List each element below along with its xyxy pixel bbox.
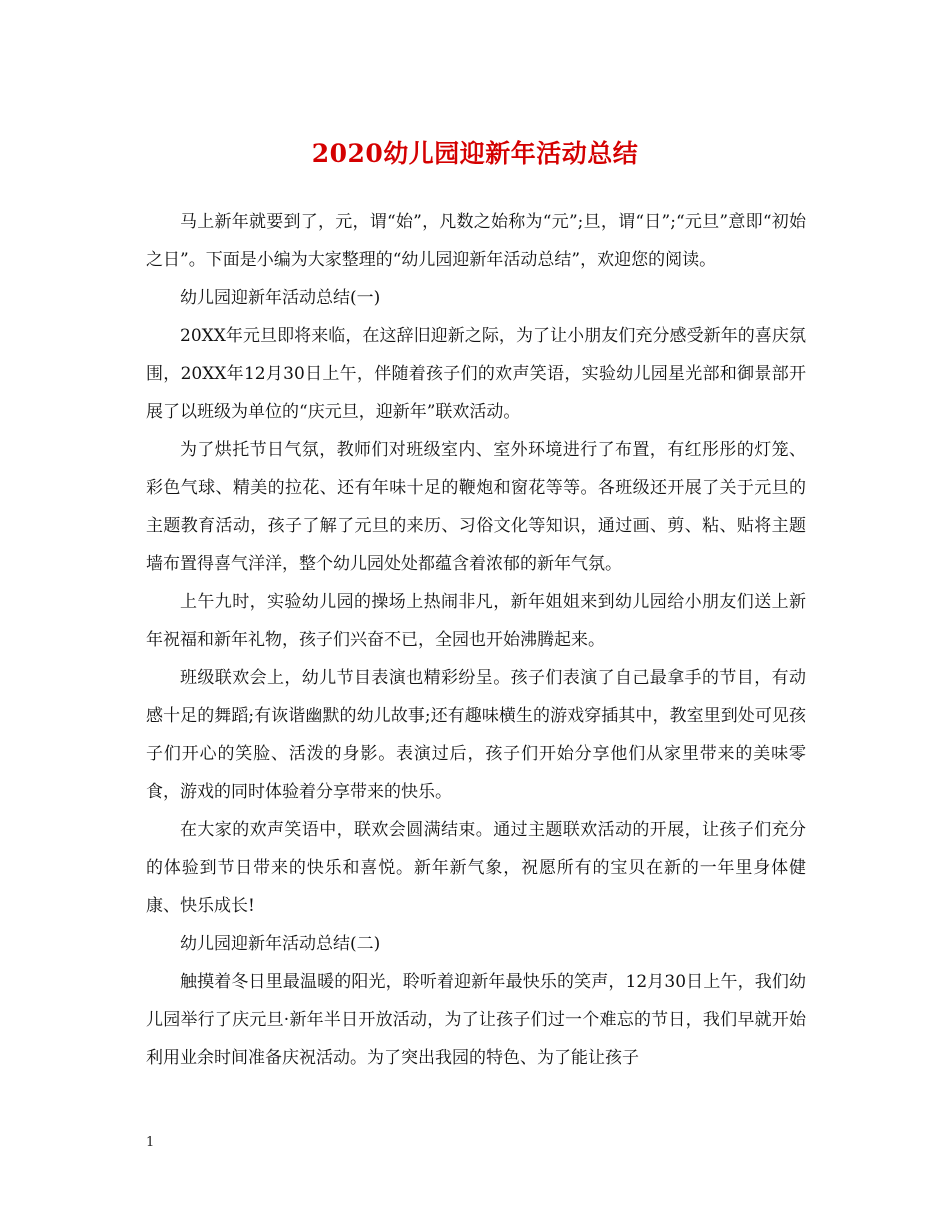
paragraph: 班级联欢会上，幼儿节目表演也精彩纷呈。孩子们表演了自己最拿手的节目，有动感十足的舞蹈;有诙谐幽默的幼儿故事;还有趣味横生的游戏穿插其中，教室里到处可见孩子们开心的笑脸、活泼的身影。表演过后，孩子们开始分享他们从家里带来的美味零食，游戏的同时体验着分享带来的快乐。 [146, 668, 806, 802]
page-number: 1 [146, 1135, 155, 1150]
section-heading-2: 幼儿园迎新年活动总结(二) [180, 934, 381, 954]
document-title: 2020幼儿园迎新年活动总结 [311, 139, 639, 168]
paragraph: 触摸着冬日里最温暖的阳光，聆听着迎新年最快乐的笑声，12月30日上午，我们幼儿园举行了庆元旦·新年半日开放活动，为了让孩子们过一个难忘的节日，我们早就开始利用业余时间准备庆祝活动。为了突出我园的特色、为了能让孩子 [146, 972, 806, 1068]
paragraph: 在大家的欢声笑语中，联欢会圆满结束。通过主题联欢活动的开展，让孩子们充分的体验到节日带来的快乐和喜悦。新年新气象，祝愿所有的宝贝在新的一年里身体健康、快乐成长! [146, 820, 806, 916]
paragraph-intro: 马上新年就要到了，元，谓“始”，凡数之始称为“元”;旦，谓“日”;“元旦”意即“初始之日”。下面是小编为大家整理的“幼儿园迎新年活动总结”，欢迎您的阅读。 [146, 212, 807, 270]
paragraph: 为了烘托节日气氛，教师们对班级室内、室外环境进行了布置，有红彤彤的灯笼、彩色气球、精美的拉花、还有年味十足的鞭炮和窗花等等。各班级还开展了关于元旦的主题教育活动，孩子了解了元旦的来历、习俗文化等知识，通过画、剪、粘、贴将主题墙布置得喜气洋洋，整个幼儿园处处都蕴含着浓郁的新年气氛。 [146, 440, 806, 574]
paragraph: 20XX年元旦即将来临，在这辞旧迎新之际，为了让小朋友们充分感受新年的喜庆氛围，20XX年12月30日上午，伴随着孩子们的欢声笑语，实验幼儿园星光部和御景部开展了以班级为单位的“庆元旦，迎新年”联欢活动。 [146, 326, 806, 422]
document-body [146, 203, 806, 1077]
paragraph: 上午九时，实验幼儿园的操场上热闹非凡，新年姐姐来到幼儿园给小朋友们送上新年祝福和新年礼物，孩子们兴奋不已，全园也开始沸腾起来。 [146, 592, 806, 650]
section-heading-1: 幼儿园迎新年活动总结(一) [180, 288, 381, 308]
